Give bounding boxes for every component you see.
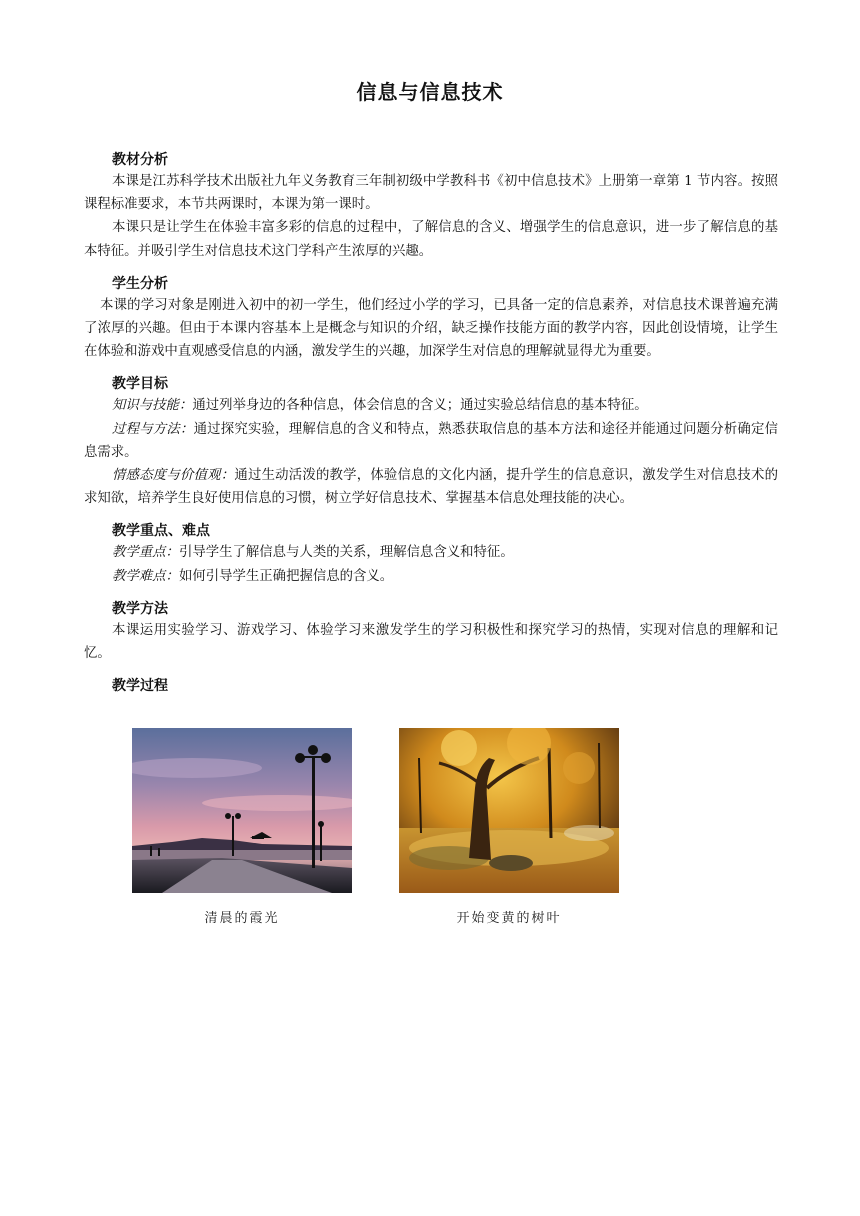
section-heading: 教材分析 [112, 152, 168, 168]
goal-text: 通过列举身边的各种信息，体会信息的含义；通过实验总结信息的基本特征。 [192, 398, 648, 414]
goal-text: 通过生动活泼的教学，体验信息的文化内涵，提升学生的信息意识，激发学生对信息技术的求知欲，培养学生良好使用信息的习惯，树立学好信息技术、掌握基本信息处理技能的决心。 [84, 468, 779, 507]
section-key-points [84, 521, 778, 587]
page-title: 信息与信息技术 [356, 80, 504, 104]
goal-item [84, 418, 778, 464]
sunrise-lamp-photo [132, 728, 352, 893]
section-heading: 教学过程 [112, 678, 168, 695]
section-teaching-goals [84, 374, 778, 510]
goal-label: 情感态度与价值观： [112, 468, 235, 484]
figure-caption: 开始变黄的树叶 [456, 911, 562, 926]
autumn-tree-photo [399, 728, 619, 893]
key-point-label: 教学难点： [112, 568, 179, 584]
section-heading: 教学目标 [112, 376, 168, 393]
section-teaching-process [84, 676, 778, 696]
goal-label: 过程与方法： [112, 421, 194, 437]
document-body [84, 150, 778, 707]
paragraph: 本课是江苏科学技术出版社九年义务教育三年制初级中学教科书《初中信息技术》上册第一章第 1 节内容。按照课程标准要求，本节共两课时，本课为第一课时。 [84, 174, 778, 213]
goal-item [84, 464, 778, 510]
goal-item [84, 394, 778, 417]
section-textbook-analysis [84, 150, 778, 263]
key-point-item [84, 541, 778, 564]
key-point-text: 如何引导学生正确把握信息的含义。 [178, 568, 394, 584]
paragraph: 本课只是让学生在体验丰富多彩的信息的过程中，了解信息的含义、增强学生的信息意识，进一步了解信息的基本特征。并吸引学生对信息技术这门学科产生浓厚的兴趣。 [84, 220, 778, 259]
section-student-analysis [84, 274, 778, 364]
goal-text: 通过探究实验，理解信息的含义和特点，熟悉获取信息的基本方法和途径并能通过问题分析确定信息需求。 [84, 421, 778, 460]
figure-caption: 清晨的霞光 [204, 911, 280, 926]
paragraph: 本课运用实验学习、游戏学习、体验学习来激发学生的学习积极性和探究学习的热情，实现对信息的理解和记忆。 [84, 622, 778, 662]
goal-label: 知识与技能： [112, 398, 193, 414]
figure-row [132, 728, 632, 928]
key-point-label: 教学重点： [112, 545, 179, 561]
section-heading: 学生分析 [112, 275, 168, 292]
figure-sunrise [132, 728, 352, 926]
section-teaching-method [84, 599, 778, 665]
section-heading: 教学方法 [112, 600, 168, 617]
figure-autumn [399, 728, 619, 926]
paragraph: 本课的学习对象是刚进入初中的初一学生，他们经过小学的学习，已具备一定的信息素养，对信息技术课普遍充满了浓厚的兴趣。但由于本课内容基本上是概念与知识的介绍，缺乏操作技能方面的教学内容，因此创设情境，让学生在体验和游戏中直观感受信息的内涵，激发学生的兴趣，加深学生对信息的理解就显得尤为重要。 [84, 297, 778, 360]
key-point-item [84, 565, 778, 588]
key-point-text: 引导学生了解信息与人类的关系，理解信息含义和特征。 [178, 545, 514, 561]
section-heading: 教学重点、难点 [112, 523, 210, 540]
